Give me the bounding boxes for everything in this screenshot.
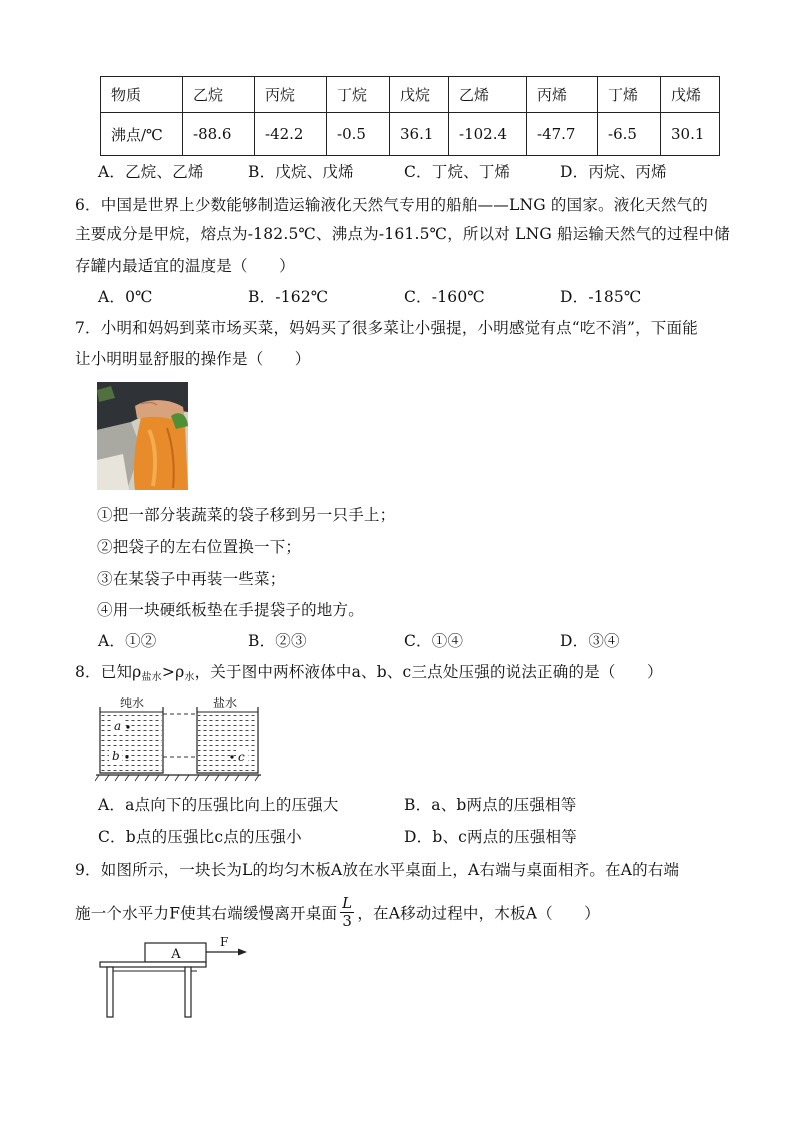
q8-stem-line <box>75 662 663 682</box>
table-data-cell: 36.1 <box>390 113 449 156</box>
q7-option-c: C．①④ <box>404 632 464 650</box>
table-header-cell: 物质 <box>101 77 183 113</box>
q6-stem-line: 6．中国是世界上少数能够制造运输液化天然气专用的船舶——LNG 的国家。液化天然气的 <box>75 196 708 214</box>
q8-stem-prefix: 8．已知ρ <box>75 663 142 681</box>
q5-option-c: C．丁烷、丁烯 <box>404 163 511 181</box>
force-f-label: F <box>220 935 229 949</box>
point-b-label: b <box>112 749 120 763</box>
shopping-bag-photo <box>97 382 188 490</box>
q7-option-a: A．①② <box>98 632 157 650</box>
q7-statement-2: ②把袋子的左右位置换一下； <box>97 538 302 556</box>
q7-option-d: D．③④ <box>560 632 620 650</box>
q5-option-a: A．乙烷、乙烯 <box>98 163 204 181</box>
q8-subscript-water: 水 <box>184 672 195 683</box>
table-data-row <box>101 113 720 156</box>
table-header-cell: 丙烷 <box>255 77 327 113</box>
q8-subscript-salt-water: 盐水 <box>141 672 162 683</box>
pure-water-liquid <box>101 714 162 772</box>
q6-option-b: B．-162℃ <box>248 288 329 306</box>
table-top <box>100 962 206 967</box>
q6-stem-line: 存罐内最适宜的温度是（ ） <box>75 257 295 275</box>
boiling-point-table <box>100 76 720 156</box>
pure-water-label: 纯水 <box>120 696 145 710</box>
beaker-pure-water <box>100 707 163 773</box>
table-data-cell: 沸点/℃ <box>101 113 183 156</box>
q5-option-b: B．戊烷、戊烯 <box>248 163 354 181</box>
fraction-numerator: L <box>342 894 353 912</box>
table-header-cell: 戊烷 <box>390 77 449 113</box>
q7-option-b: B．②③ <box>248 632 307 650</box>
table-header-cell: 戊烯 <box>661 77 720 113</box>
table-header-cell: 乙烷 <box>183 77 255 113</box>
q8-option-c: C．b点的压强比c点的压强小 <box>98 828 302 846</box>
force-arrow-head <box>238 949 247 956</box>
liquid-pressure-figure <box>95 693 263 783</box>
q7-statement-3: ③在某袋子中再装一些菜； <box>97 570 286 588</box>
board-a-label: A <box>171 947 181 962</box>
q6-stem-line: 主要成分是甲烷，熔点为-182.5℃、沸点为-161.5℃，所以对 LNG 船运输天然气的过程中储 <box>75 225 730 243</box>
q9-stem-before: 施一个水平力F使其右端缓慢离开桌面 <box>75 904 338 923</box>
table-data-cell: -88.6 <box>183 113 255 156</box>
q5-option-d: D．丙烷、丙烯 <box>560 163 667 181</box>
salt-water-label: 盐水 <box>213 696 238 710</box>
q8-stem-suffix: ，关于图中两杯液体中a、b、c三点处压强的说法正确的是（ ） <box>194 663 663 681</box>
q7-statement-4: ④用一块硬纸板垫在手提袋子的地方。 <box>97 601 364 619</box>
table-data-cell: -102.4 <box>449 113 527 156</box>
point-b-dot <box>125 755 128 758</box>
q9-stem-line: 9．如图所示，一块长为L的均匀木板A放在水平桌面上，A右端与桌面相齐。在A的右端 <box>75 861 680 879</box>
table-data-cell: -6.5 <box>598 113 661 156</box>
table-header-cell: 丁烯 <box>598 77 661 113</box>
q8-stem-mid: >ρ <box>161 663 185 681</box>
fraction-l-over-3 <box>340 895 354 930</box>
table-header-row <box>101 77 720 113</box>
table-left-leg <box>107 967 113 1017</box>
q6-option-a: A．0℃ <box>98 288 153 306</box>
q9-stem-line-with-fraction <box>75 894 600 930</box>
board-on-table-figure <box>97 933 253 1021</box>
q8-option-b: B．a、b两点的压强相等 <box>404 796 577 814</box>
point-c-dot <box>230 755 233 758</box>
table-data-cell: -0.5 <box>327 113 390 156</box>
point-a-dot <box>126 725 129 728</box>
beaker-salt-water <box>197 707 258 773</box>
table-header-cell: 丙烯 <box>527 77 598 113</box>
fraction-denominator: 3 <box>342 912 353 930</box>
q7-stem-line: 7．小明和妈妈到菜市场买菜，妈妈买了很多菜让小强提，小明感觉有点“吃不消”，下面能 <box>75 319 698 337</box>
q6-option-d: D．-185℃ <box>560 288 642 306</box>
table-data-cell: -42.2 <box>255 113 327 156</box>
q7-statement-1: ①把一部分装蔬菜的袋子移到另一只手上； <box>97 506 396 524</box>
q7-stem-line: 让小明明显舒服的操作是（ ） <box>75 350 311 368</box>
table-data-cell: -47.7 <box>527 113 598 156</box>
table-header-cell: 丁烷 <box>327 77 390 113</box>
salt-water-liquid <box>198 714 257 772</box>
point-a-label: a <box>114 719 122 733</box>
table-data-cell: 30.1 <box>661 113 720 156</box>
table-header-cell: 乙烯 <box>449 77 527 113</box>
table-right-leg <box>185 967 191 1017</box>
q6-option-c: C．-160℃ <box>404 288 485 306</box>
q9-stem-after: ，在A移动过程中，木板A（ ） <box>357 904 600 923</box>
ground-hatch <box>95 775 261 781</box>
q8-option-a: A．a点向下的压强比向上的压强大 <box>98 796 339 814</box>
q8-option-d: D．b、c两点的压强相等 <box>404 828 577 846</box>
point-c-label: c <box>238 750 245 764</box>
